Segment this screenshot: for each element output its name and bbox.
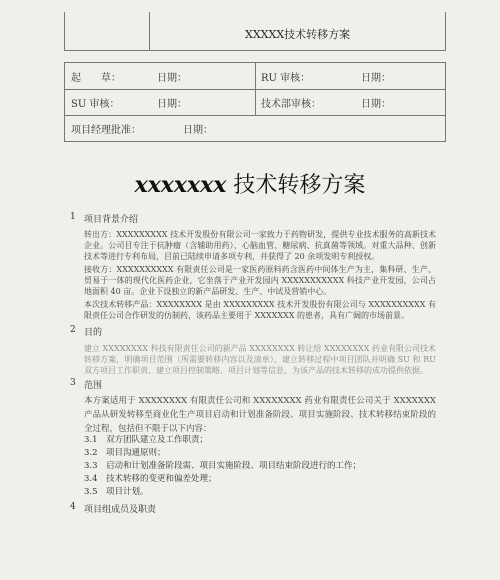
su-review-label: SU 审核： bbox=[71, 99, 120, 110]
form-row-draft bbox=[65, 63, 445, 90]
form-row-review bbox=[65, 89, 445, 116]
section-number: 3 bbox=[70, 378, 76, 388]
list-item: 3.3 启动和计划准备阶段需、项目实施阶段、项目结束阶段进行的工作； bbox=[84, 461, 362, 471]
date-label: 日期： bbox=[157, 99, 187, 110]
paragraph-transferor: 转出方：XXXXXXXXX 技术开发股份有限公司一家致力于药物研发，提供专业技术服务的高新技术企业。公司目专注于抗肿瘤（含辅助用药）、心脑血管、糖尿病、抗真菌等领域。对重大品种、创新技术等进行专利布局，目前已陆续申请多项专利，并获得了 20 余项发明专利授权。 bbox=[84, 230, 436, 261]
section-title: 目的 bbox=[84, 328, 103, 338]
section-title: 项目背景介绍 bbox=[84, 215, 139, 225]
section-title: 范围 bbox=[84, 381, 103, 391]
ru-review-label: RU 审核： bbox=[261, 73, 311, 84]
paragraph-purpose: 建立 XXXXXXXX 科技有限责任公司的新产品 XXXXXXXX 转让给 XXXXXXXX 药业有限公司技术转移方案，明确项目范围（所需要转移内容以及清单）、建立转移过程中项目团队并明确 SU 和 RU 双方项目工作职责、建立项目控制策略、项目计划等信息，为该产品的技术转移的成功提供依据。 bbox=[84, 344, 436, 375]
document-title bbox=[0, 168, 500, 199]
list-item: 3.2 项目沟通原则； bbox=[84, 448, 166, 458]
section-title: 项目组成员及职责 bbox=[84, 505, 157, 515]
section-number: 1 bbox=[70, 212, 76, 222]
tech-dept-review-label: 技术部审核： bbox=[261, 99, 321, 110]
title-text: 技术转移方案 bbox=[226, 173, 366, 198]
scope-list bbox=[84, 434, 444, 499]
header-title: XXXXX技术转移方案 bbox=[245, 28, 351, 41]
form-divider bbox=[255, 63, 256, 89]
form-divider bbox=[255, 89, 256, 115]
date-label: 日期： bbox=[361, 73, 391, 84]
list-item: 3.4 技术转移的变更和偏差处理； bbox=[84, 474, 217, 484]
list-item: 3.5 项目计划。 bbox=[84, 487, 149, 497]
date-label: 日期： bbox=[157, 73, 187, 84]
date-label: 日期： bbox=[361, 99, 391, 110]
date-label: 日期： bbox=[183, 125, 213, 136]
approval-form bbox=[64, 62, 446, 142]
paragraph-scope: 本方案适用于 XXXXXXXX 有限责任公司和 XXXXXXXX 药业有限责任公司关于 XXXXXXX 产品从研发转移至商业化生产项目启动和计划准备阶段、项目实施阶段、技术转移结束阶段的全过程，包括但不限于以下内容： bbox=[84, 396, 436, 434]
list-item: 3.1 双方团队建立及工作职责； bbox=[84, 435, 209, 445]
pm-approval-label: 项目经理批准： bbox=[71, 125, 141, 136]
section-number: 2 bbox=[70, 325, 76, 335]
paragraph-receiver: 接收方：XXXXXXXXXX 有限责任公司是一家医药原料药含医药中间体生产为主，集科研、生产、贸易于一体的现代化医药企业，它坐落于产业开发园内 XXXXXXXXXXX 科技产业开发园，公司占地面积 40 亩。企业下设独立的新产品研发、生产、中试及营销中心。 bbox=[84, 265, 436, 296]
header-divider bbox=[149, 12, 150, 50]
title-product-code: xxxxxxx bbox=[134, 172, 227, 198]
paragraph-product: 本次技术转移产品：XXXXXXXX 是由 XXXXXXXXX 技术开发股份有限公司与 XXXXXXXXXX 有限责任公司合作研发的仿制药，该药品主要用于 XXXXXXX 的患者，具有广阔的市场前景。 bbox=[84, 300, 436, 320]
form-row-approval bbox=[65, 115, 445, 141]
drafter-label: 起 草： bbox=[71, 73, 121, 84]
section-number: 4 bbox=[70, 502, 76, 512]
header-table bbox=[64, 12, 446, 51]
